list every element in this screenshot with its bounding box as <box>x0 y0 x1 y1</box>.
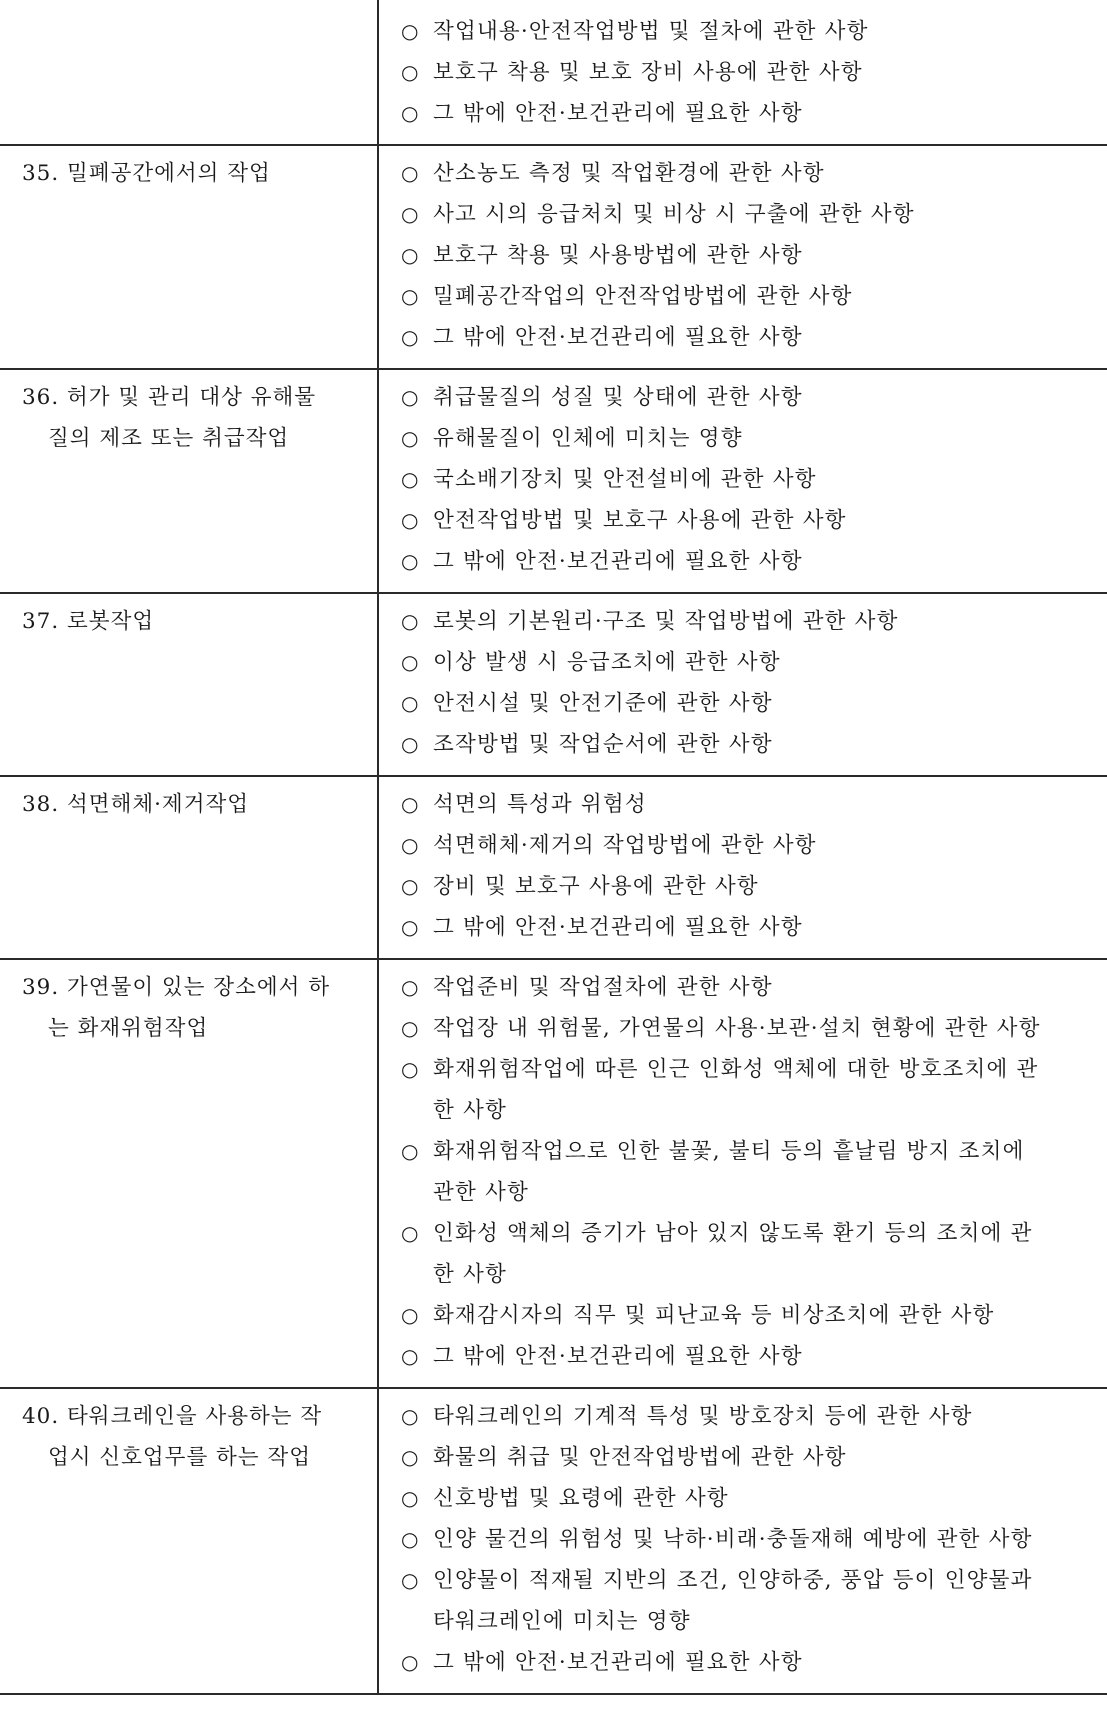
work-type-cell <box>0 776 378 959</box>
list-item-line: 인양 물건의 위험성 및 낙하·비래·충돌재해 예방에 관한 사항 <box>433 1527 1033 1552</box>
list-item-text <box>433 683 1095 724</box>
list-item <box>401 1519 1095 1560</box>
list-item-text <box>433 541 1095 582</box>
list-item <box>401 1049 1095 1131</box>
circle-bullet-icon: ○ <box>401 691 419 715</box>
circle-bullet-icon: ○ <box>401 426 419 450</box>
circle-bullet-icon: ○ <box>401 1016 419 1040</box>
circle-bullet-icon: ○ <box>401 385 419 409</box>
list-item <box>401 418 1095 459</box>
list-item-text <box>433 418 1095 459</box>
list-item-text <box>433 1519 1095 1560</box>
table-row <box>0 369 1107 593</box>
list-item-text <box>433 1336 1095 1377</box>
circle-bullet-icon: ○ <box>401 325 419 349</box>
circle-bullet-icon: ○ <box>401 975 419 999</box>
list-item-text <box>433 235 1095 276</box>
list-item-line: 인화성 액체의 증기가 남아 있지 않도록 환기 등의 조치에 관 <box>433 1221 1033 1246</box>
table-row <box>0 0 1107 145</box>
list-item-line: 안전작업방법 및 보호구 사용에 관한 사항 <box>433 508 847 533</box>
list-item-line: 취급물질의 성질 및 상태에 관한 사항 <box>433 385 803 410</box>
list-item <box>401 500 1095 541</box>
work-type-cell <box>0 0 378 145</box>
list-item-text <box>433 1396 1095 1437</box>
list-item-line: 밀폐공간작업의 안전작업방법에 관한 사항 <box>433 284 853 309</box>
circle-bullet-icon: ○ <box>401 284 419 308</box>
table-row <box>0 1388 1107 1694</box>
list-item-line: 산소농도 측정 및 작업환경에 관한 사항 <box>433 161 825 186</box>
list-item-line: 화재위험작업으로 인한 불꽃, 불티 등의 흩날림 방지 조치에 <box>433 1139 1025 1164</box>
circle-bullet-icon: ○ <box>401 202 419 226</box>
list-item-line: 그 밖에 안전·보건관리에 필요한 사항 <box>433 101 803 126</box>
education-items-cell <box>378 1388 1107 1694</box>
circle-bullet-icon: ○ <box>401 1221 419 1245</box>
list-item <box>401 1478 1095 1519</box>
list-item-line: 타워크레인에 미치는 영향 <box>433 1609 691 1634</box>
list-item-text <box>433 377 1095 418</box>
list-item <box>401 642 1095 683</box>
work-type-cell <box>0 369 378 593</box>
list-item-text <box>433 11 1095 52</box>
list-item-text <box>433 1437 1095 1478</box>
list-item <box>401 601 1095 642</box>
list-item-line: 석면의 특성과 위험성 <box>433 792 647 817</box>
list-item-line: 그 밖에 안전·보건관리에 필요한 사항 <box>433 549 803 574</box>
work-type-title: 38. 석면해체·제거작업 <box>22 792 250 817</box>
list-item-text <box>433 153 1095 194</box>
list-item-line: 사고 시의 응급처치 및 비상 시 구출에 관한 사항 <box>433 202 915 227</box>
list-item <box>401 93 1095 134</box>
list-item <box>401 1396 1095 1437</box>
circle-bullet-icon: ○ <box>401 915 419 939</box>
list-item <box>401 235 1095 276</box>
list-item-text <box>433 784 1095 825</box>
work-type-cell <box>0 593 378 776</box>
list-item <box>401 1131 1095 1213</box>
list-item-text <box>433 866 1095 907</box>
list-item-text <box>433 194 1095 235</box>
list-item <box>401 1008 1095 1049</box>
list-item-text <box>433 1049 1095 1131</box>
circle-bullet-icon: ○ <box>401 243 419 267</box>
circle-bullet-icon: ○ <box>401 19 419 43</box>
list-item <box>401 276 1095 317</box>
list-item <box>401 153 1095 194</box>
circle-bullet-icon: ○ <box>401 1527 419 1551</box>
table-row <box>0 776 1107 959</box>
work-type-cell <box>0 1388 378 1694</box>
circle-bullet-icon: ○ <box>401 792 419 816</box>
list-item-text <box>433 724 1095 765</box>
circle-bullet-icon: ○ <box>401 1057 419 1081</box>
circle-bullet-icon: ○ <box>401 1568 419 1592</box>
list-item-line: 조작방법 및 작업순서에 관한 사항 <box>433 732 773 757</box>
list-item-line: 화물의 취급 및 안전작업방법에 관한 사항 <box>433 1445 847 1470</box>
list-item-line: 그 밖에 안전·보건관리에 필요한 사항 <box>433 915 803 940</box>
list-item-line: 안전시설 및 안전기준에 관한 사항 <box>433 691 773 716</box>
list-item-line: 타워크레인의 기계적 특성 및 방호장치 등에 관한 사항 <box>433 1404 973 1429</box>
list-item <box>401 459 1095 500</box>
list-item-text <box>433 825 1095 866</box>
list-item <box>401 194 1095 235</box>
list-item <box>401 907 1095 948</box>
list-item-line: 화재감시자의 직무 및 피난교육 등 비상조치에 관한 사항 <box>433 1303 995 1328</box>
circle-bullet-icon: ○ <box>401 467 419 491</box>
list-item-text <box>433 642 1095 683</box>
list-item <box>401 967 1095 1008</box>
list-item-line: 그 밖에 안전·보건관리에 필요한 사항 <box>433 1344 803 1369</box>
circle-bullet-icon: ○ <box>401 1303 419 1327</box>
list-item-text <box>433 317 1095 358</box>
list-item <box>401 825 1095 866</box>
circle-bullet-icon: ○ <box>401 1650 419 1674</box>
education-items-cell <box>378 369 1107 593</box>
circle-bullet-icon: ○ <box>401 508 419 532</box>
list-item <box>401 1560 1095 1642</box>
list-item-line: 작업장 내 위험물, 가연물의 사용·보관·설치 현황에 관한 사항 <box>433 1016 1041 1041</box>
list-item-line: 로봇의 기본원리·구조 및 작업방법에 관한 사항 <box>433 609 899 634</box>
list-item-line: 그 밖에 안전·보건관리에 필요한 사항 <box>433 325 803 350</box>
work-type-title: 37. 로봇작업 <box>22 609 155 634</box>
circle-bullet-icon: ○ <box>401 874 419 898</box>
list-item-line: 국소배기장치 및 안전설비에 관한 사항 <box>433 467 817 492</box>
circle-bullet-icon: ○ <box>401 1486 419 1510</box>
list-item <box>401 541 1095 582</box>
list-item-text <box>433 1295 1095 1336</box>
list-item-text <box>433 601 1095 642</box>
circle-bullet-icon: ○ <box>401 732 419 756</box>
work-type-title: 는 화재위험작업 <box>48 1016 209 1041</box>
list-item <box>401 11 1095 52</box>
list-item-line: 인양물이 적재될 지반의 조건, 인양하중, 풍압 등이 인양물과 <box>433 1568 1033 1593</box>
list-item-line: 보호구 착용 및 사용방법에 관한 사항 <box>433 243 803 268</box>
list-item-text <box>433 907 1095 948</box>
list-item <box>401 1642 1095 1683</box>
list-item <box>401 377 1095 418</box>
list-item-text <box>433 1008 1095 1049</box>
list-item <box>401 1295 1095 1336</box>
list-item-line: 작업내용·안전작업방법 및 절차에 관한 사항 <box>433 19 869 44</box>
list-item-line: 그 밖에 안전·보건관리에 필요한 사항 <box>433 1650 803 1675</box>
list-item-text <box>433 1213 1095 1295</box>
list-item-line: 한 사항 <box>433 1098 507 1123</box>
circle-bullet-icon: ○ <box>401 60 419 84</box>
work-type-title: 업시 신호업무를 하는 작업 <box>48 1445 311 1470</box>
work-type-title: 질의 제조 또는 취급작업 <box>48 426 290 451</box>
table-row <box>0 959 1107 1388</box>
list-item-text <box>433 500 1095 541</box>
list-item <box>401 683 1095 724</box>
list-item-text <box>433 93 1095 134</box>
list-item-line: 작업준비 및 작업절차에 관한 사항 <box>433 975 773 1000</box>
list-item-line: 관한 사항 <box>433 1180 529 1205</box>
circle-bullet-icon: ○ <box>401 833 419 857</box>
list-item <box>401 784 1095 825</box>
education-items-cell <box>378 0 1107 145</box>
circle-bullet-icon: ○ <box>401 549 419 573</box>
list-item-text <box>433 459 1095 500</box>
list-item <box>401 52 1095 93</box>
list-item <box>401 724 1095 765</box>
circle-bullet-icon: ○ <box>401 1344 419 1368</box>
list-item <box>401 1213 1095 1295</box>
work-type-cell <box>0 145 378 369</box>
table-row <box>0 593 1107 776</box>
table-row <box>0 145 1107 369</box>
list-item-text <box>433 1478 1095 1519</box>
list-item-text <box>433 1560 1095 1642</box>
work-type-title: 39. 가연물이 있는 장소에서 하 <box>22 975 330 1000</box>
list-item-line: 유해물질이 인체에 미치는 영향 <box>433 426 743 451</box>
list-item <box>401 866 1095 907</box>
list-item-line: 신호방법 및 요령에 관한 사항 <box>433 1486 729 1511</box>
list-item-text <box>433 1131 1095 1213</box>
list-item-text <box>433 52 1095 93</box>
work-type-title: 35. 밀폐공간에서의 작업 <box>22 161 271 186</box>
list-item <box>401 317 1095 358</box>
circle-bullet-icon: ○ <box>401 1139 419 1163</box>
work-type-title: 36. 허가 및 관리 대상 유해물 <box>22 385 317 410</box>
list-item-line: 석면해체·제거의 작업방법에 관한 사항 <box>433 833 817 858</box>
list-item-line: 보호구 착용 및 보호 장비 사용에 관한 사항 <box>433 60 863 85</box>
education-items-cell <box>378 145 1107 369</box>
education-items-cell <box>378 959 1107 1388</box>
education-items-cell <box>378 776 1107 959</box>
list-item <box>401 1336 1095 1377</box>
circle-bullet-icon: ○ <box>401 161 419 185</box>
work-type-cell <box>0 959 378 1388</box>
circle-bullet-icon: ○ <box>401 650 419 674</box>
list-item-text <box>433 276 1095 317</box>
list-item-line: 한 사항 <box>433 1262 507 1287</box>
list-item-text <box>433 967 1095 1008</box>
list-item-line: 화재위험작업에 따른 인근 인화성 액체에 대한 방호조치에 관 <box>433 1057 1039 1082</box>
list-item <box>401 1437 1095 1478</box>
work-type-title: 40. 타워크레인을 사용하는 작 <box>22 1404 323 1429</box>
circle-bullet-icon: ○ <box>401 1404 419 1428</box>
circle-bullet-icon: ○ <box>401 609 419 633</box>
circle-bullet-icon: ○ <box>401 101 419 125</box>
list-item-line: 이상 발생 시 응급조치에 관한 사항 <box>433 650 781 675</box>
list-item-line: 장비 및 보호구 사용에 관한 사항 <box>433 874 759 899</box>
circle-bullet-icon: ○ <box>401 1445 419 1469</box>
list-item-text <box>433 1642 1095 1683</box>
education-items-cell <box>378 593 1107 776</box>
